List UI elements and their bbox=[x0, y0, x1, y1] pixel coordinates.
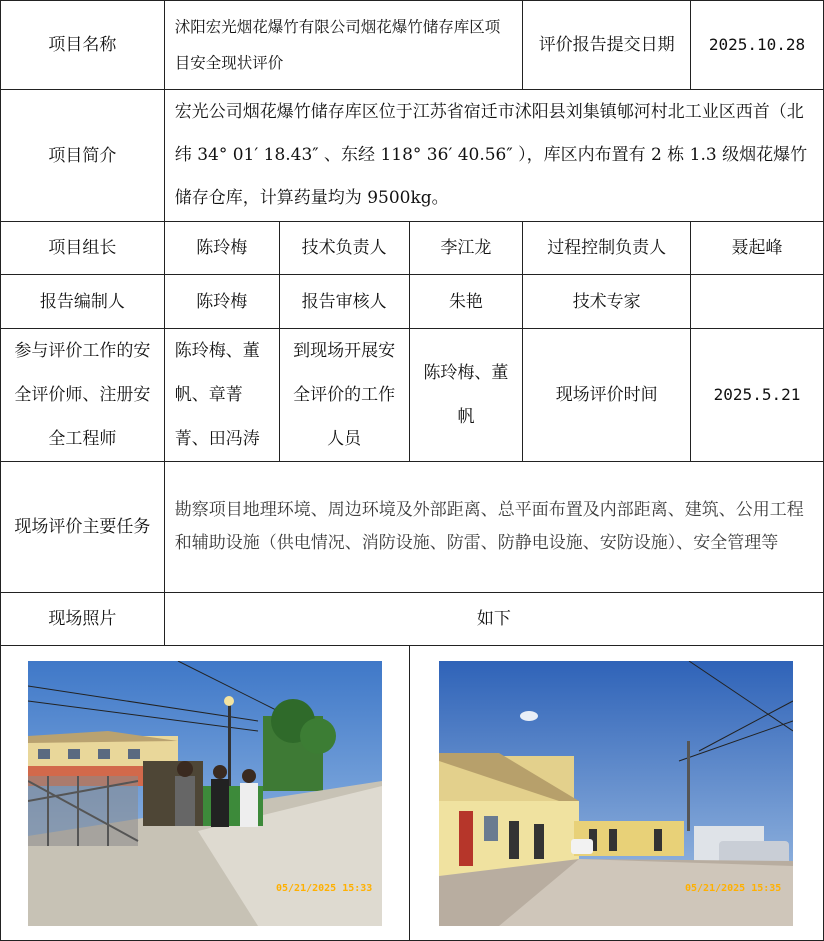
row-author bbox=[1, 275, 824, 329]
submit-date-label: 评价报告提交日期 bbox=[523, 1, 691, 90]
photo-cell-right bbox=[409, 646, 823, 941]
site-photo-1 bbox=[28, 661, 382, 926]
row-participants bbox=[1, 329, 824, 462]
team-leader-label: 项目组长 bbox=[1, 222, 165, 275]
report-reviewer-value: 朱艳 bbox=[409, 275, 523, 329]
onsite-time-label: 现场评价时间 bbox=[523, 329, 691, 462]
site-photo-2 bbox=[439, 661, 793, 926]
tech-lead-value: 李江龙 bbox=[409, 222, 523, 275]
row-project-name bbox=[1, 1, 824, 90]
team-leader-value: 陈玲梅 bbox=[164, 222, 279, 275]
onsite-staff-label: 到现场开展安全评价的工作人员 bbox=[279, 329, 409, 462]
row-photos-header bbox=[1, 593, 824, 646]
submit-date-value: 2025.10.28 bbox=[691, 1, 824, 90]
report-reviewer-label: 报告审核人 bbox=[279, 275, 409, 329]
photo-cell-left bbox=[1, 646, 410, 941]
main-tasks-value: 勘察项目地理环境、周边环境及外部距离、总平面布置及内部距离、建筑、公用工程和辅助设施（供电情况、消防设施、防雷、防静电设施、安防设施）、安全管理等 bbox=[164, 462, 823, 593]
tech-expert-label: 技术专家 bbox=[523, 275, 691, 329]
row-project-intro bbox=[1, 90, 824, 222]
process-control-value: 聂起峰 bbox=[691, 222, 824, 275]
row-tasks bbox=[1, 462, 824, 593]
project-intro-label: 项目简介 bbox=[1, 90, 165, 222]
site-photos-label: 现场照片 bbox=[1, 593, 165, 646]
row-team bbox=[1, 222, 824, 275]
project-name-value: 沭阳宏光烟花爆竹有限公司烟花爆竹储存库区项目安全现状评价 bbox=[164, 1, 523, 90]
onsite-staff-value: 陈玲梅、董帆 bbox=[409, 329, 523, 462]
report-author-label: 报告编制人 bbox=[1, 275, 165, 329]
row-photos bbox=[1, 646, 824, 941]
participants-label: 参与评价工作的安全评价师、注册安全工程师 bbox=[1, 329, 165, 462]
report-author-value: 陈玲梅 bbox=[164, 275, 279, 329]
project-intro-value: 宏光公司烟花爆竹储存库区位于江苏省宿迁市沭阳县刘集镇郇河村北工业区西首（北纬 34° 01′ 18.43″ 、东经 118° 36′ 40.56″ ），库区内布置有 2 栋 1.3 级烟花爆竹储存仓库，计算药量均为 9500kg。 bbox=[164, 90, 823, 222]
photo-2-timestamp: 05/21/2025 15:35 bbox=[684, 882, 781, 894]
main-tasks-label: 现场评价主要任务 bbox=[1, 462, 165, 593]
process-control-label: 过程控制负责人 bbox=[523, 222, 691, 275]
site-photos-value: 如下 bbox=[164, 593, 823, 646]
tech-expert-value bbox=[691, 275, 824, 329]
participants-value: 陈玲梅、董帆、章菁菁、田冯涛 bbox=[164, 329, 279, 462]
photo-1-timestamp: 05/21/2025 15:33 bbox=[276, 882, 373, 894]
onsite-time-value: 2025.5.21 bbox=[691, 329, 824, 462]
project-name-label: 项目名称 bbox=[1, 1, 165, 90]
tech-lead-label: 技术负责人 bbox=[279, 222, 409, 275]
